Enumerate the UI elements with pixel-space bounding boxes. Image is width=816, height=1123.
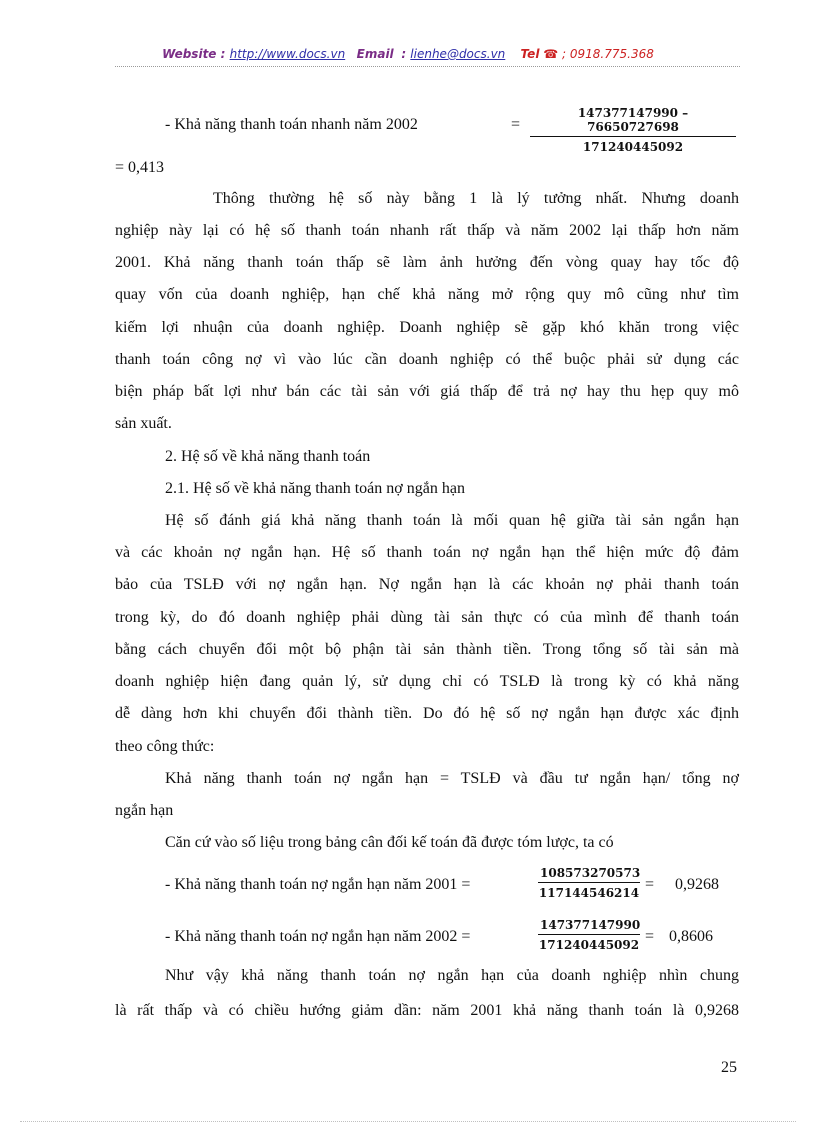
fraction-denominator: 171240445092 — [538, 938, 640, 952]
tel-label: Tel — [520, 47, 540, 61]
website-label: Website — [162, 47, 217, 61]
para1-line-5: kiếm lợi nhuận của doanh nghiệp. Doanh nghiệp sẽ gặp khó khăn trong việc — [115, 319, 739, 336]
para1-line-2: nghiệp này lại có hệ số thanh toán nhanh rất thấp và năm 2002 lại thấp hơn năm — [115, 222, 739, 239]
para2-line-6: doanh nghiệp hiện đang quản lý, sử dụng chỉ có TSLĐ là trong kỳ có khả năng — [115, 673, 739, 690]
page-number: 25 — [721, 1059, 737, 1076]
quick-ratio-2002-result: = 0,413 — [115, 159, 165, 176]
footer-divider — [20, 1121, 796, 1122]
quick-ratio-2002-label: - Khả năng thanh toán nhanh năm 2002 — [165, 116, 418, 133]
header-divider — [115, 66, 740, 67]
section-heading-2-1: 2.1. Hệ số về khả năng thanh toán nợ ngắn hạn — [165, 480, 465, 497]
current-ratio-2002-fraction — [538, 918, 640, 952]
para1-line-4: quay vốn của doanh nghiệp, hạn chế khả năng mở rộng quy mô cũng như tìm — [115, 286, 739, 303]
email-label: Email — [356, 47, 394, 61]
current-ratio-2001-result: 0,9268 — [675, 876, 719, 893]
telephone-icon: ☎ — [543, 47, 559, 61]
para1-line-1: Thông thường hệ số này bằng 1 là lý tưởng nhất. Nhưng doanh — [213, 190, 739, 207]
para1-line-6: thanh toán công nợ vì vào lúc cần doanh nghiệp có thể buộc phải sử dụng các — [115, 351, 739, 368]
fraction-denominator: 171240445092 — [582, 140, 684, 154]
para1-line-3: 2001. Khả năng thanh toán thấp sẽ làm ảnh hưởng đến vòng quay hay tốc độ — [115, 254, 739, 271]
current-ratio-2002-eq: = — [645, 928, 655, 945]
para1-line-7: biện pháp bất lợi như bán các tài sản với giá thấp để trả nợ hay thu hẹp quy mô — [115, 383, 739, 400]
current-ratio-2002-label: - Khả năng thanh toán nợ ngắn hạn năm 2002 = — [165, 928, 471, 945]
fraction-denominator: 117144546214 — [538, 886, 640, 900]
para3-line-1: Như vậy khả năng thanh toán nợ ngắn hạn của doanh nghiệp nhìn chung — [165, 967, 739, 984]
email-link[interactable]: lienhe@docs.vn — [410, 47, 506, 61]
current-ratio-2001-fraction — [538, 866, 640, 900]
page-header: Website : http://www.docs.vn Email : lienhe@docs.vn Tel ☎ ; 0918.775.368 — [162, 47, 654, 61]
website-link[interactable]: http://www.docs.vn — [229, 47, 346, 61]
para2-line-1: Hệ số đánh giá khả năng thanh toán là mối quan hệ giữa tài sản ngắn hạn — [165, 512, 739, 529]
para3-line-2: là rất thấp và có chiều hướng giảm dần: năm 2001 khả năng thanh toán là 0,9268 — [115, 1002, 739, 1019]
formula-definition-line-1: Khả năng thanh toán nợ ngắn hạn = TSLĐ và đầu tư ngắn hạn/ tổng nợ — [165, 770, 739, 787]
current-ratio-2001-eq: = — [645, 876, 655, 893]
para2-line-7: dễ dàng hơn khi chuyển đổi thành tiền. Do đó hệ số nợ ngắn hạn được xác định — [115, 705, 739, 722]
para2-line-2: và các khoản nợ ngắn hạn. Hệ số thanh toán nợ ngắn hạn thể hiện mức độ đảm — [115, 544, 739, 561]
para2-line-8: theo công thức: — [115, 738, 215, 755]
phone-number: 0918.775.368 — [569, 47, 654, 61]
current-ratio-2002-result: 0,8606 — [669, 928, 713, 945]
para1-line-8: sản xuất. — [115, 415, 172, 432]
basis-line: Căn cứ vào số liệu trong bảng cân đối kế toán đã được tóm lược, ta có — [165, 834, 614, 851]
fraction-numerator: 147377147990 – 76650727698 — [577, 106, 689, 134]
para2-line-4: trong kỳ, do đó doanh nghiệp phải dùng tài sản thực có của mình để thanh toán — [115, 609, 739, 626]
formula-definition-line-2: ngắn hạn — [115, 802, 174, 819]
quick-ratio-2002-fraction — [530, 106, 736, 154]
quick-ratio-2002-eq: = — [511, 116, 521, 133]
para2-line-5: bằng cách chuyển đổi một bộ phận tài sản thành tiền. Trong tổng số tài sản mà — [115, 641, 739, 658]
current-ratio-2001-label: - Khả năng thanh toán nợ ngắn hạn năm 2001 = — [165, 876, 471, 893]
section-heading-2: 2. Hệ số về khả năng thanh toán — [165, 448, 371, 465]
fraction-numerator: 147377147990 — [540, 918, 641, 932]
fraction-numerator: 108573270573 — [540, 866, 641, 880]
para2-line-3: bảo của TSLĐ với nợ ngắn hạn. Nợ ngắn hạn là các khoản nợ phải thanh toán — [115, 576, 739, 593]
